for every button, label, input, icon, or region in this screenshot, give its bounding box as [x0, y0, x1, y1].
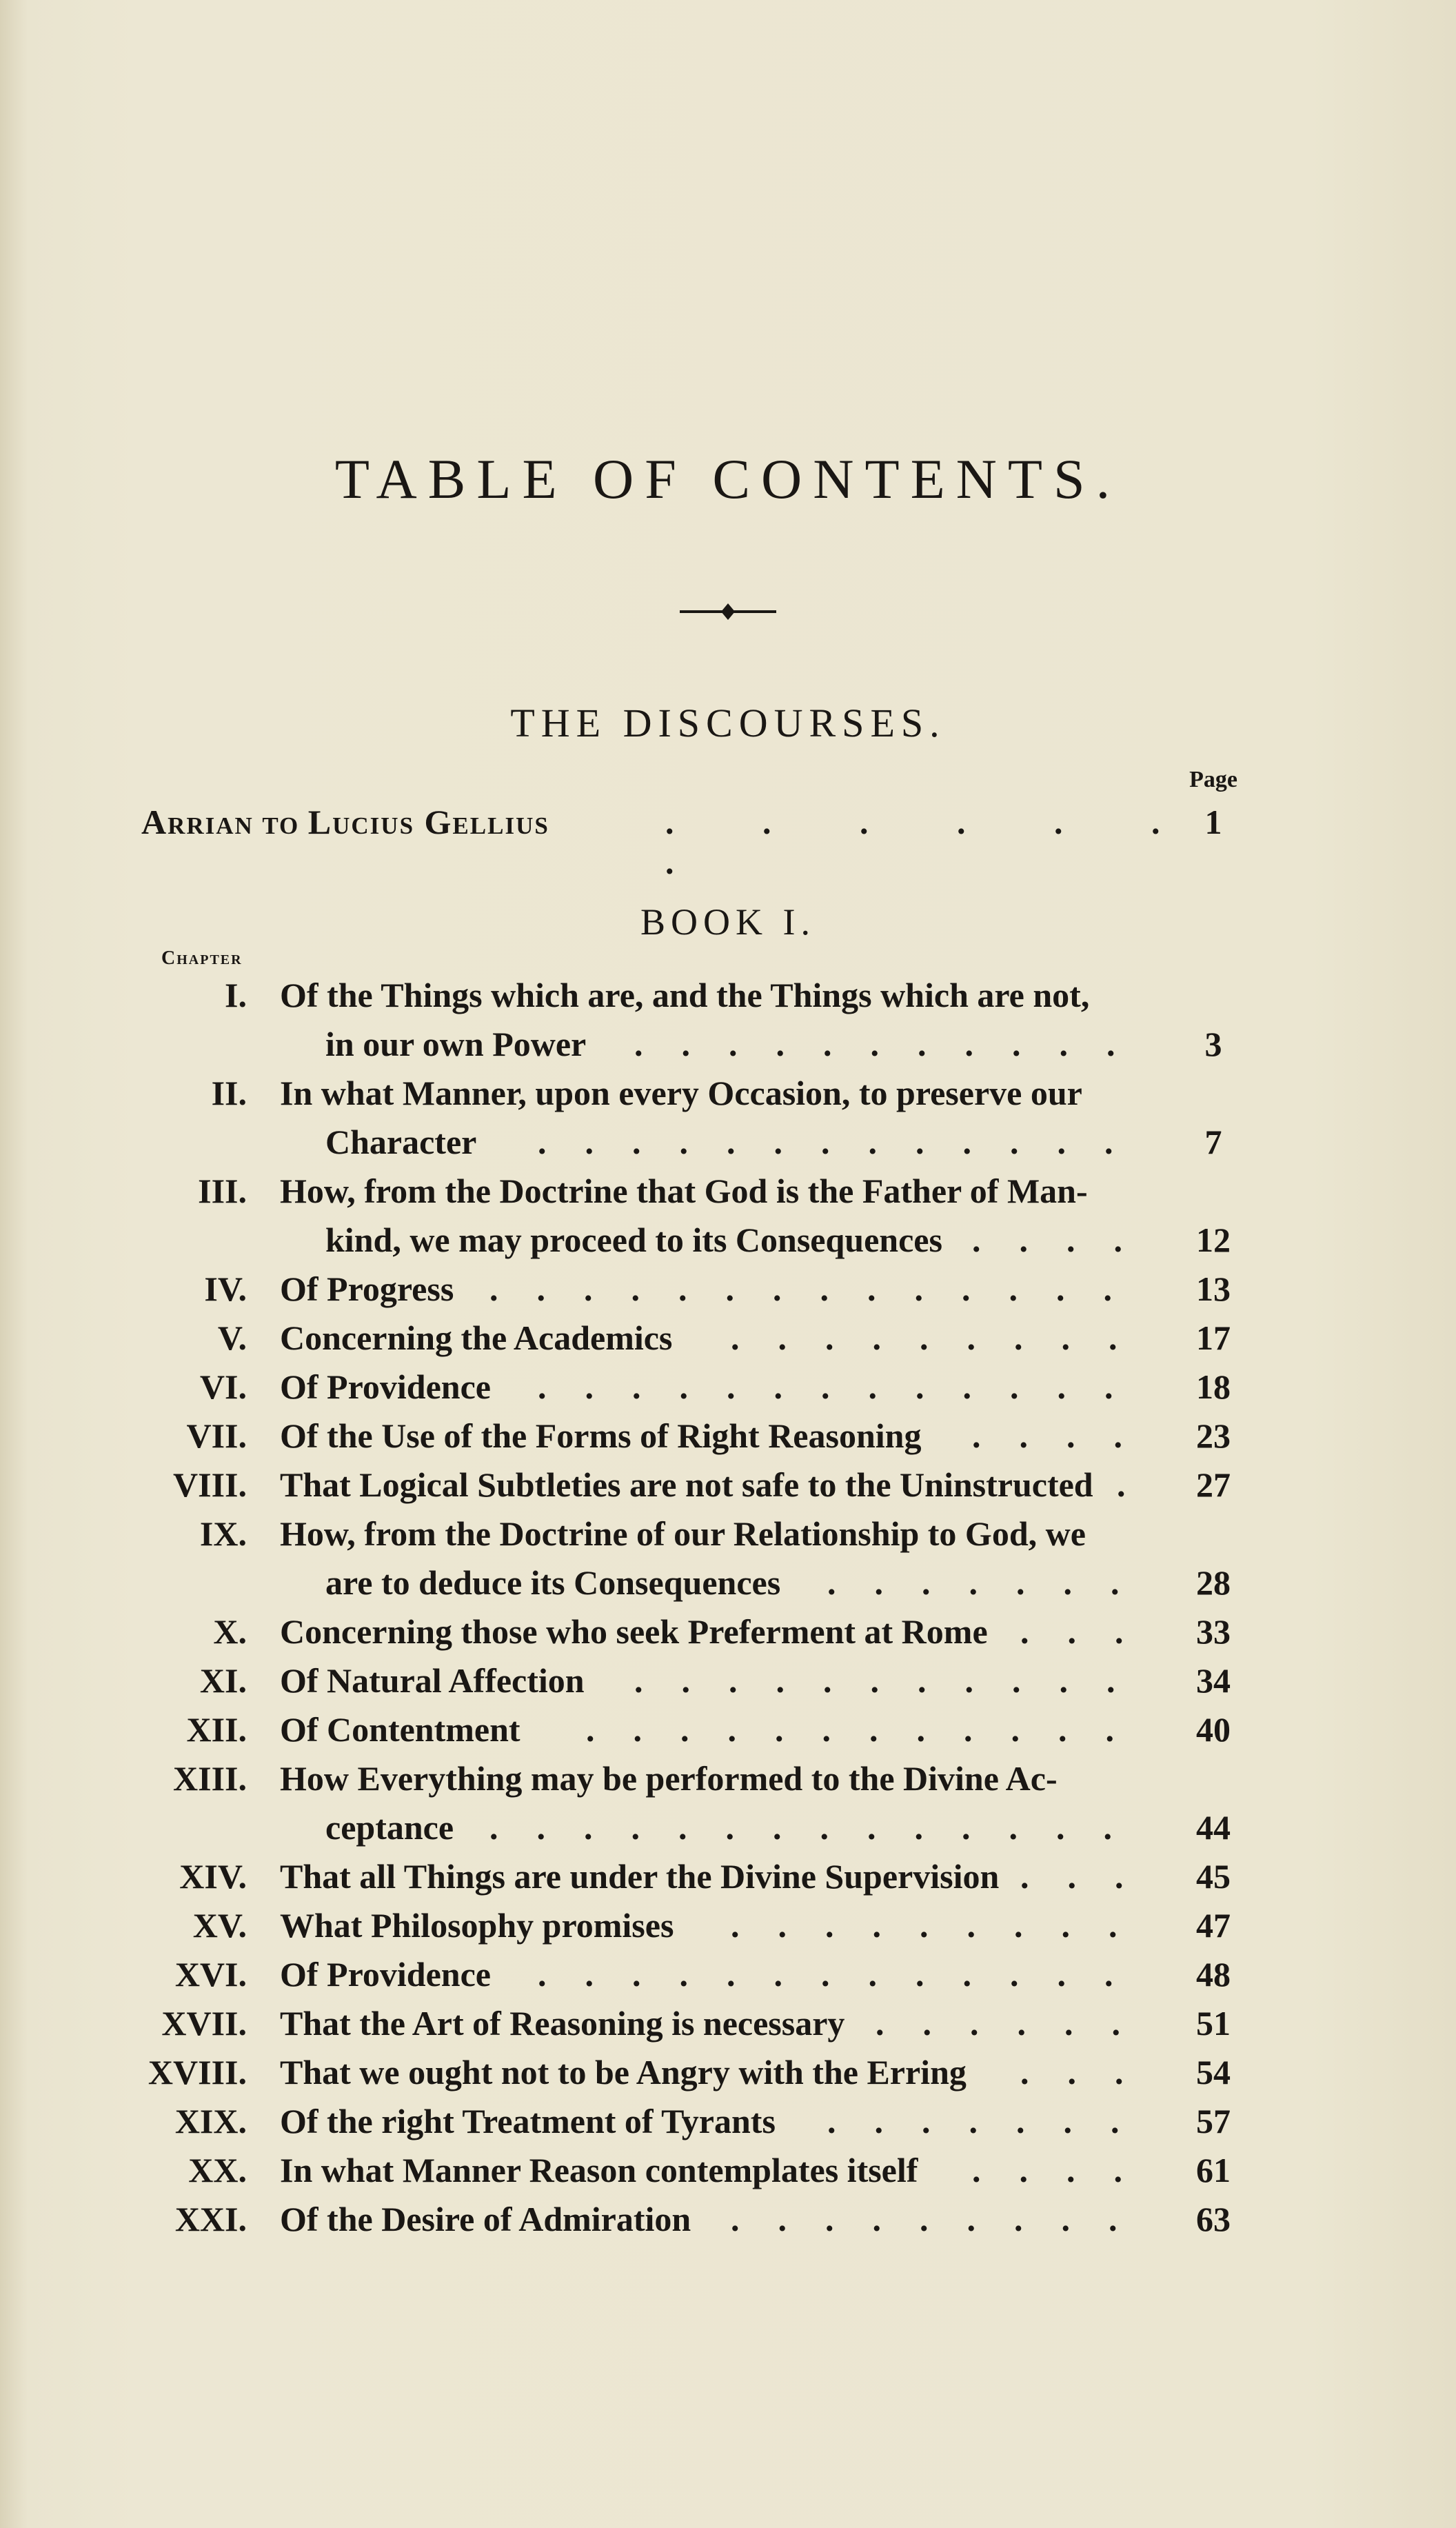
chapter-title: That all Things are under the Divine Supervision — [280, 1857, 1000, 1896]
dot-leaders: .... — [972, 1221, 1161, 1259]
chapter-title: kind, we may proceed to its Consequences — [325, 1221, 942, 1259]
chapter-title: In what Manner Reason contemplates itself — [280, 2151, 918, 2189]
toc-entry[interactable] — [0, 1852, 1456, 1901]
chapter-number: V. — [217, 1318, 247, 1357]
section-heading: THE DISCOURSES. — [510, 701, 946, 745]
chapter-title: in our own Power — [325, 1025, 587, 1063]
ornament-divider-icon — [680, 601, 776, 622]
toc-entry[interactable] — [0, 1607, 1456, 1656]
chapter-title: In what Manner, upon every Occasion, to preserve our — [280, 1074, 1082, 1112]
toc-entry-continuation[interactable] — [0, 1803, 1456, 1852]
toc-entry[interactable] — [0, 1167, 1456, 1216]
chapter-number: IX. — [199, 1514, 247, 1553]
chapter-number: VI. — [199, 1367, 247, 1406]
chapter-page-number: 18 — [1196, 1367, 1231, 1406]
chapter-title: What Philosophy promises — [280, 1906, 674, 1945]
dot-leaders: ... — [1020, 2053, 1162, 2091]
dot-leaders: ............. — [538, 1123, 1152, 1161]
chapter-page-number: 13 — [1196, 1270, 1231, 1308]
toc-entry[interactable] — [0, 1069, 1456, 1118]
chapter-number: III. — [198, 1172, 247, 1210]
table-of-contents — [0, 971, 1456, 2244]
chapter-title: Of the right Treatment of Tyrants — [280, 2102, 776, 2140]
chapter-title: Concerning those who seek Preferment at Rome — [280, 1612, 988, 1651]
chapter-page-number: 48 — [1196, 1955, 1231, 1994]
chapter-page-number: 23 — [1196, 1416, 1231, 1455]
chapter-page-number: 3 — [1204, 1025, 1222, 1063]
toc-entry[interactable] — [0, 1754, 1456, 1803]
chapter-title: are to deduce its Consequences — [325, 1563, 781, 1602]
page-title: TABLE OF CONTENTS. — [334, 448, 1122, 510]
chapter-number: VIII. — [173, 1465, 247, 1504]
toc-entry-continuation[interactable] — [0, 1216, 1456, 1265]
toc-entry[interactable] — [0, 2048, 1456, 2097]
chapter-page-number: 57 — [1196, 2102, 1231, 2140]
chapter-page-number: 17 — [1196, 1318, 1231, 1357]
preface-entry[interactable] — [141, 802, 1272, 881]
dot-leaders: ............. — [538, 1955, 1152, 1994]
chapter-number: II. — [211, 1074, 247, 1112]
chapter-number: XIII. — [173, 1759, 247, 1798]
chapter-title: How, from the Doctrine that God is the Father of Man- — [280, 1172, 1088, 1210]
page-column-header: Page — [1189, 767, 1237, 792]
chapter-number: XI. — [199, 1661, 247, 1700]
chapter-number: XII. — [186, 1710, 247, 1749]
toc-entry-continuation[interactable] — [0, 1020, 1456, 1069]
chapter-number: XX. — [188, 2151, 247, 2189]
chapter-number: XVIII. — [148, 2053, 247, 2091]
toc-entry[interactable] — [0, 1314, 1456, 1363]
dot-leaders: ........... — [634, 1025, 1154, 1063]
chapter-title: Character — [325, 1123, 477, 1161]
dot-leaders: .... — [972, 1416, 1161, 1455]
chapter-page-number: 28 — [1196, 1563, 1231, 1602]
toc-entry-continuation[interactable] — [0, 1118, 1456, 1167]
dot-leaders: ....... — [827, 2102, 1158, 2140]
dot-leaders: ....... — [827, 1563, 1158, 1602]
chapter-title: Of the Things which are, and the Things which are not, — [280, 976, 1090, 1014]
toc-entry[interactable] — [0, 1656, 1456, 1705]
chapter-page-number: 47 — [1196, 1906, 1231, 1945]
dot-leaders: .............. — [489, 1808, 1151, 1847]
chapter-page-number: 33 — [1196, 1612, 1231, 1651]
toc-entry[interactable] — [0, 1461, 1456, 1509]
chapter-number: XIV. — [179, 1857, 247, 1896]
dot-leaders: ............. — [538, 1367, 1152, 1406]
chapter-page-number: 7 — [1204, 1123, 1222, 1161]
toc-entry[interactable] — [0, 1999, 1456, 2048]
chapter-title: Of the Desire of Admiration — [280, 2200, 691, 2238]
dot-leaders: . . . . . . . — [665, 803, 1200, 881]
chapter-number: XIX. — [174, 2102, 247, 2140]
toc-entry[interactable] — [0, 1950, 1456, 1999]
toc-entry[interactable] — [0, 1265, 1456, 1314]
chapter-page-number: 63 — [1196, 2200, 1231, 2238]
chapter-title: ceptance — [325, 1808, 454, 1847]
chapter-number: XV. — [192, 1906, 247, 1945]
dot-leaders: ... — [1020, 1857, 1162, 1896]
dot-leaders: ......... — [731, 1318, 1156, 1357]
dot-leaders: ........... — [634, 1661, 1154, 1700]
chapter-title: Of the Use of the Forms of Right Reasoning — [280, 1416, 922, 1455]
toc-entry-continuation[interactable] — [0, 1558, 1456, 1607]
dot-leaders: ... — [1020, 1612, 1162, 1651]
chapter-number: X. — [213, 1612, 247, 1651]
chapter-page-number: 61 — [1196, 2151, 1231, 2189]
chapter-title: That we ought not to be Angry with the Erring — [280, 2053, 967, 2091]
dot-leaders: ...... — [876, 2004, 1159, 2043]
chapter-page-number: 54 — [1196, 2053, 1231, 2091]
chapter-title: How Everything may be performed to the Divine Ac- — [280, 1759, 1058, 1798]
chapter-page-number: 40 — [1196, 1710, 1231, 1749]
dot-leaders: ......... — [731, 1906, 1156, 1945]
chapter-title: Of Providence — [280, 1367, 491, 1406]
chapter-page-number: 44 — [1196, 1808, 1231, 1847]
dot-leaders: ......... — [731, 2200, 1156, 2238]
chapter-title: That Logical Subtleties are not safe to the Uninstructed — [280, 1465, 1093, 1504]
toc-entry[interactable] — [0, 971, 1456, 1020]
chapter-column-header: Chapter — [161, 947, 243, 969]
toc-entry[interactable] — [0, 1705, 1456, 1754]
chapter-title: Of Natural Affection — [280, 1661, 585, 1700]
chapter-title: Of Progress — [280, 1270, 454, 1308]
dot-leaders: ............ — [586, 1710, 1153, 1749]
chapter-title: Of Contentment — [280, 1710, 520, 1749]
chapter-title: Of Providence — [280, 1955, 491, 1994]
chapter-page-number: 51 — [1196, 2004, 1231, 2043]
preface-recipient: Lucius Gellius — [307, 803, 549, 841]
dot-leaders: .... — [972, 2151, 1161, 2189]
chapter-title: Concerning the Academics — [280, 1318, 673, 1357]
chapter-title: That the Art of Reasoning is necessary — [280, 2004, 845, 2043]
dot-leaders: .............. — [489, 1270, 1151, 1308]
toc-entry[interactable] — [0, 1412, 1456, 1461]
chapter-page-number: 12 — [1196, 1221, 1231, 1259]
toc-entry[interactable] — [0, 1509, 1456, 1558]
toc-entry[interactable] — [0, 2146, 1456, 2195]
chapter-number: VII. — [186, 1416, 247, 1455]
book-heading: BOOK I. — [640, 901, 816, 943]
preface-page: 1 — [1204, 803, 1222, 841]
toc-entry[interactable] — [0, 2195, 1456, 2244]
toc-entry[interactable] — [0, 1363, 1456, 1412]
preface-to: to — [262, 803, 300, 841]
toc-entry[interactable] — [0, 2097, 1456, 2146]
dot-leaders: . — [1117, 1465, 1164, 1504]
chapter-number: XVI. — [174, 1955, 247, 1994]
toc-entry[interactable] — [0, 1901, 1456, 1950]
chapter-number: XXI. — [174, 2200, 247, 2238]
chapter-number: IV. — [204, 1270, 247, 1308]
chapter-page-number: 45 — [1196, 1857, 1231, 1896]
chapter-number: XVII. — [161, 2004, 247, 2043]
chapter-page-number: 27 — [1196, 1465, 1231, 1504]
chapter-page-number: 34 — [1196, 1661, 1231, 1700]
preface-author: Arrian — [141, 803, 254, 841]
chapter-number: I. — [225, 976, 247, 1014]
chapter-title: How, from the Doctrine of our Relationship to God, we — [280, 1514, 1086, 1553]
